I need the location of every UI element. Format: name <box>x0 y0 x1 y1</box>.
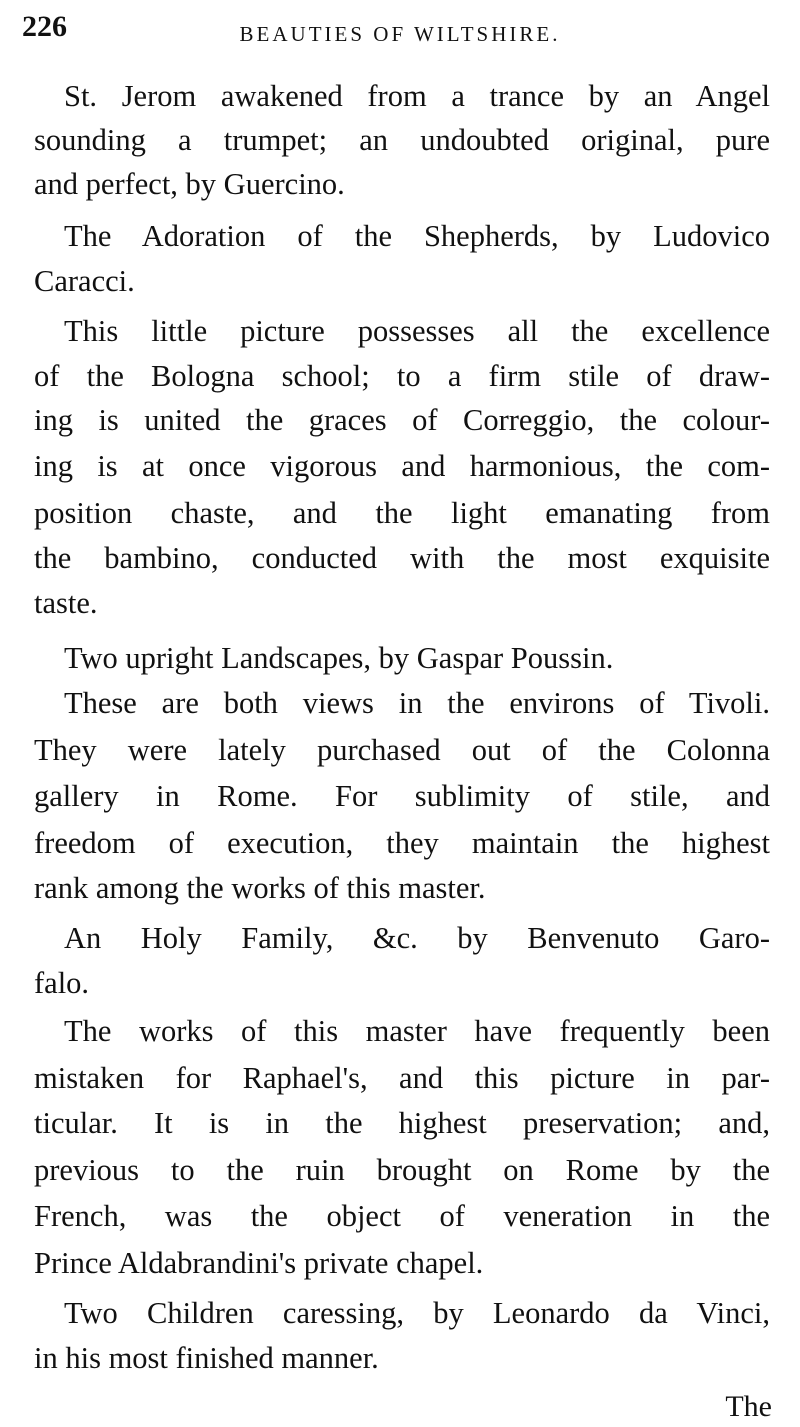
text-line: rank among the works of this master. <box>34 871 486 905</box>
text-line: The works of this master have frequently been <box>64 1014 770 1048</box>
text-line: Caracci. <box>34 264 135 298</box>
text-line: of the Bologna school; to a firm stile of draw- <box>34 359 770 393</box>
text-line: freedom of execution, they maintain the highest <box>34 826 770 860</box>
text-line: ing is united the graces of Correggio, the colour- <box>34 403 770 437</box>
text-line: Two upright Landscapes, by Gaspar Poussin. <box>64 641 614 675</box>
text-line: gallery in Rome. For sublimity of stile, and <box>34 779 770 813</box>
page-number: 226 <box>22 10 67 43</box>
text-line: Prince Aldabrandini's private chapel. <box>34 1246 484 1280</box>
text-line: previous to the ruin brought on Rome by the <box>34 1153 770 1187</box>
text-line: They were lately purchased out of the Colonna <box>34 733 770 767</box>
text-line: St. Jerom awakened from a trance by an Angel <box>64 79 770 113</box>
text-line: An Holy Family, &c. by Benvenuto Garo- <box>64 921 770 955</box>
text-line: falo. <box>34 966 90 1000</box>
text-line: position chaste, and the light emanating from <box>34 496 770 530</box>
text-line: The Adoration of the Shepherds, by Ludovico <box>64 219 770 253</box>
text-line: This little picture possesses all the excellence <box>64 314 770 348</box>
text-line: French, was the object of veneration in the <box>34 1199 770 1233</box>
text-line: in his most finished manner. <box>34 1341 379 1375</box>
text-line: and perfect, by Guercino. <box>34 167 345 201</box>
text-line: taste. <box>34 586 98 620</box>
text-line: These are both views in the environs of Tivoli. <box>64 686 770 720</box>
text-line: Two Children caressing, by Leonardo da Vinci, <box>64 1296 770 1330</box>
text-line: mistaken for Raphael's, and this picture in par- <box>34 1061 770 1095</box>
text-line: the bambino, conducted with the most exquisite <box>34 541 770 575</box>
text-line: ticular. It is in the highest preservation; and, <box>34 1106 770 1140</box>
text-line: ing is at once vigorous and harmonious, the com- <box>34 449 770 483</box>
catchword: The <box>725 1390 772 1423</box>
running-title: BEAUTIES OF WILTSHIRE. <box>239 22 561 46</box>
text-line: sounding a trumpet; an undoubted original, pure <box>34 123 770 157</box>
